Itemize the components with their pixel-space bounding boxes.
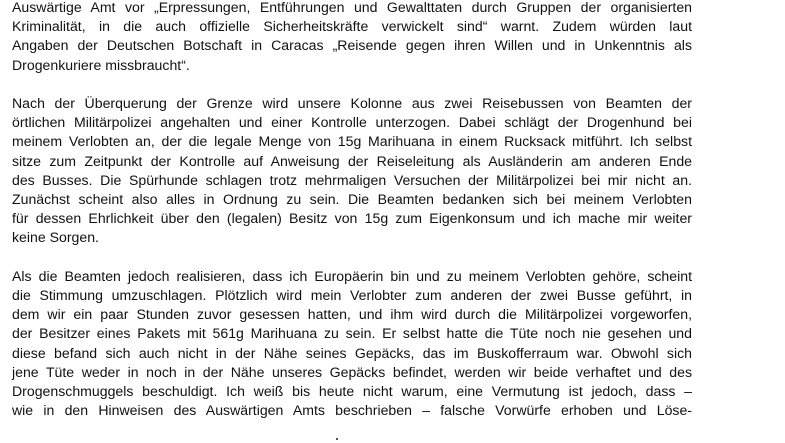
text-line: sitze zum Zeitpunkt der Kontrolle auf Anweisung der Reiseleitung als Ausländerin am anderen Ende	[12, 152, 692, 169]
text-line: keine Sorgen.	[12, 229, 99, 246]
text-line: die Stimmung umzuschlagen. Plötzlich wird mein Verlobter zum anderen der zwei Busse geführt, in	[12, 287, 692, 304]
text-line: Nach der Überquerung der Grenze wird unsere Kolonne aus zwei Reisebussen von Beamten der	[12, 95, 692, 111]
paragraph-arrest	[12, 267, 692, 421]
text-line: Zunächst scheint also alles in Ordnung zu sein. Die Beamten bedanken sich bei meinem Verlobten	[12, 191, 692, 208]
text-line: örtlichen Militärpolizei angehalten und einer Kontrolle unterzogen. Dabei schlägt der Drogenhund bei	[12, 114, 692, 131]
text-line: Angaben der Deutschen Botschaft in Caracas „Reisende gegen ihren Willen und in Unkenntnis als	[12, 37, 692, 54]
text-line: des Busses. Die Spürhunde schlagen trotz mehrmaligen Versuchen der Militärpolizei bei mir nicht an.	[12, 171, 692, 188]
text-line: dem wir ein paar Stunden zuvor gesessen hatten, und ihm wird durch die Militärpolizei vorgeworfen,	[12, 306, 692, 323]
text-line: Auswärtige Amt vor „Erpressungen, Entführungen und Gewalttaten durch Gruppen der organisierten	[12, 0, 692, 15]
text-line: für dessen Ehrlichkeit über den (legalen) Besitz von 15g zum Eigenkonsum und ich mache mir weiter	[12, 210, 692, 227]
paragraph-travel-warning	[12, 0, 692, 75]
text-line: jene Tüte weder in noch in der Nähe unseres Gepäcks befindet, werden wir beide verhaftet und des	[12, 363, 692, 380]
paragraph-border-control	[12, 94, 692, 248]
stray-mark	[336, 438, 338, 440]
text-line: Kriminalität, in die auch offizielle Sicherheitskräfte verwickelt sind“ warnt. Zudem würden laut	[12, 18, 692, 35]
text-line: meinem Verlobten an, der die legale Menge von 15g Marihuana in einem Rucksack mitführt. Ich selbst	[12, 133, 692, 150]
text-line: Drogenkuriere missbraucht“.	[12, 56, 190, 73]
text-line: Drogenschmuggels beschuldigt. Ich weiß bis heute nicht warum, eine Vermutung ist jedoch, dass –	[12, 383, 692, 400]
text-line: Als die Beamten jedoch realisieren, dass ich Europäerin bin und zu meinem Verlobten gehöre, scheint	[12, 267, 692, 284]
text-line: wie in den Hinweisen des Auswärtigen Amts beschrieben – falsche Vorwürfe erhoben und Löse-	[12, 402, 692, 419]
text-line: diese befand sich auch nicht in der Nähe seines Gepäcks, das im Buskofferraum war. Obwohl sich	[12, 344, 692, 361]
document-body	[12, 0, 692, 440]
text-line: der Besitzer eines Pakets mit 561g Marihuana zu sein. Er selbst hatte die Tüte noch nie gesehen und	[12, 325, 692, 342]
